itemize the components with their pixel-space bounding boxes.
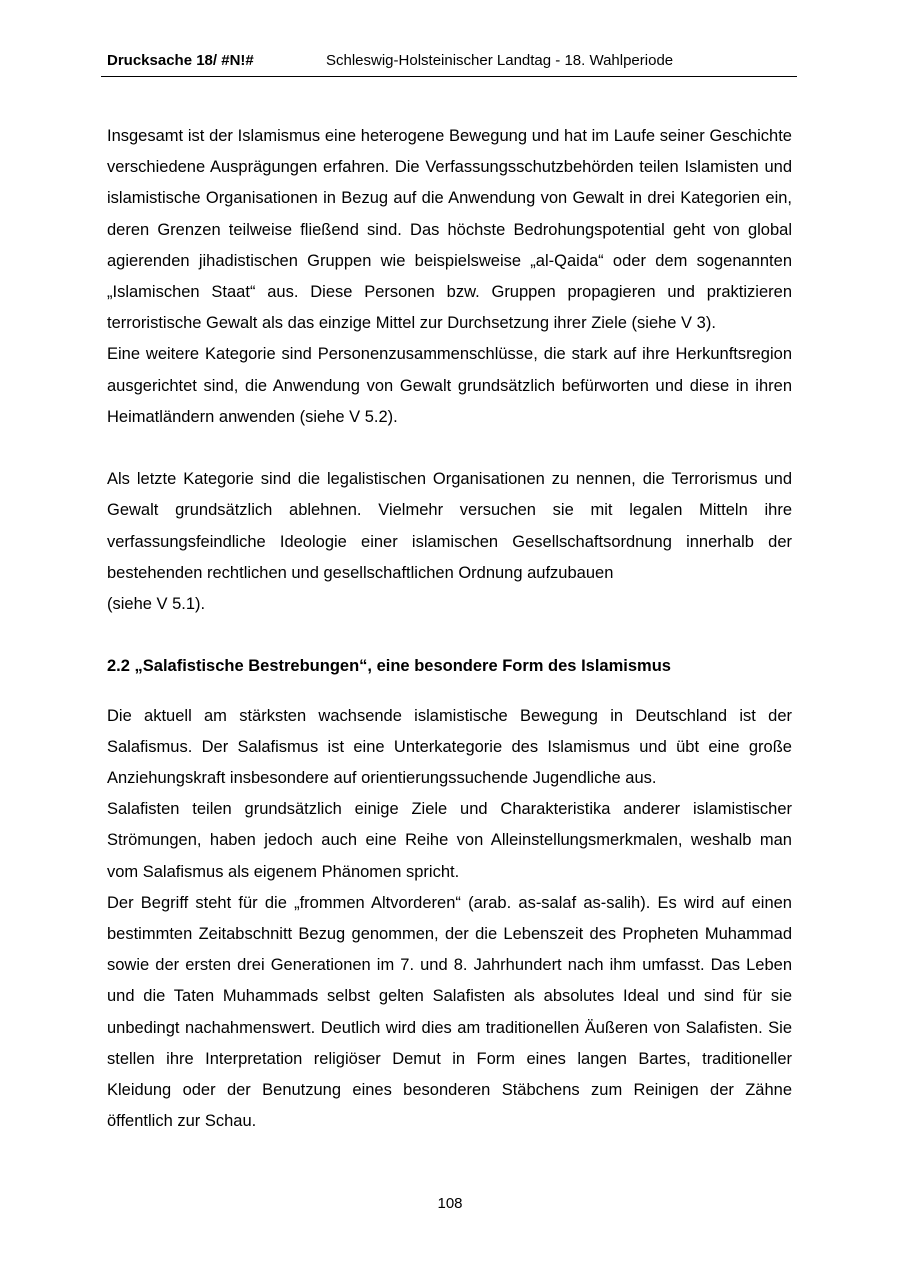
paragraph-3: Als letzte Kategorie sind die legalistischen Organisationen zu nennen, die Terrorismus und Gewalt grundsätzlich ablehnen. Vielmehr versuchen sie mit legalen Mitteln ihre verfassungsfeindliche Ideologie einer islamischen Gesellschaftsordnung innerhalb der bestehenden rechtlichen und gesellschaftlichen Ordnung aufzubauen — [107, 470, 792, 582]
paragraph-6: Der Begriff steht für die „frommen Altvorderen“ (arab. as-salaf as-salih). Es wird auf einen bestimmten Zeitabschnitt Bezug genommen, der die Lebenszeit des Propheten Muhammad sowie der ersten drei Generationen im 7. und 8. Jahrhundert nach ihm umfasst. Das Leben und die Taten Muhammads selbst gelten Salafisten als absolutes Ideal und sind für sie unbedingt nachahmenswert. Deutlich wird dies am traditionellen Äußeren von Salafisten. Sie stellen ihre Interpretation religiöser Demut in Form eines langen Bartes, traditioneller Kleidung oder der Benutzung eines besonderen Stäbchens zum Reinigen der Zähne öffentlich zur Schau. — [107, 893, 792, 1131]
paragraph-3-reference: (siehe V 5.1). — [107, 595, 206, 614]
paragraph-4: Die aktuell am stärksten wachsende islamistische Bewegung in Deutschland ist der Salafismus. Der Salafismus ist eine Unterkategorie des Islamismus und übt eine große Anziehungskraft insbesondere auf orientierungssuchende Jugendliche aus. — [107, 706, 792, 788]
paragraph-gap — [107, 433, 792, 464]
page-number: 108 — [437, 1195, 463, 1212]
paragraph-gap — [107, 683, 792, 701]
paragraph-gap — [107, 620, 792, 651]
section-heading: 2.2 „Salafistische Bestrebungen“, eine besondere Form des Islamismus — [107, 657, 671, 676]
document-number: Drucksache 18/ #N!# — [107, 52, 254, 69]
document-body — [107, 121, 792, 1137]
paragraph-1: Insgesamt ist der Islamismus eine heterogene Bewegung und hat im Laufe seiner Geschichte verschiedene Ausprägungen erfahren. Die Verfassungsschutzbehörden teilen Islamisten und islamistische Organisationen in Bezug auf die Anwendung von Gewalt in drei Kategorien ein, deren Grenzen teilweise fließend sind. Das höchste Bedrohungspotential geht von global agierenden jihadistischen Gruppen wie beispielsweise „al-Qaida“ oder dem sogenannten „Islamischen Staat“ aus. Diese Personen bzw. Gruppen propagieren und praktizieren terroristische Gewalt als das einzige Mittel zur Durchsetzung ihrer Ziele (siehe V 3). — [107, 127, 792, 333]
header-institution: Schleswig-Holsteinischer Landtag - 18. Wahlperiode — [326, 52, 674, 69]
paragraph-2: Eine weitere Kategorie sind Personenzusammenschlüsse, die stark auf ihre Herkunftsregion ausgerichtet sind, die Anwendung von Gewalt grundsätzlich befürworten und diese in ihren Heimatländern anwenden (siehe V 5.2). — [107, 345, 792, 426]
page-header — [101, 48, 797, 77]
paragraph-5: Salafisten teilen grundsätzlich einige Ziele und Charakteristika anderer islamistischer Strömungen, haben jedoch auch eine Reihe von Alleinstellungsmerkmalen, weshalb man vom Salafismus als eigenem Phänomen spricht. — [107, 800, 792, 881]
